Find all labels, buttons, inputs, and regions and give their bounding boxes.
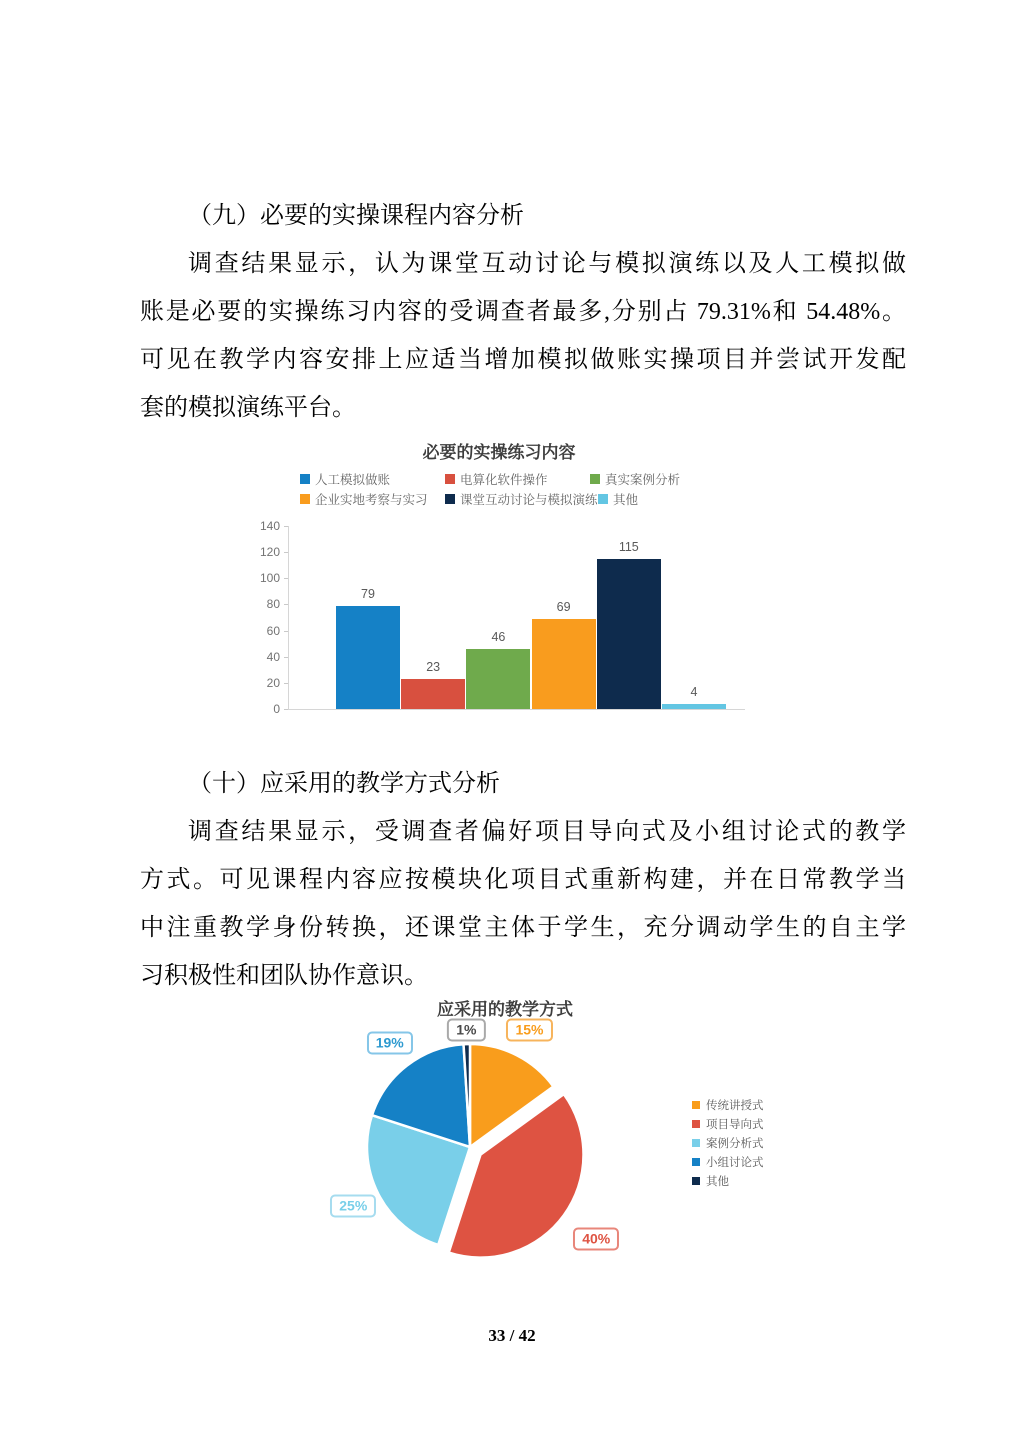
y-axis-tick-mark xyxy=(284,657,288,658)
x-axis-line xyxy=(288,709,745,710)
page-number: 33 / 42 xyxy=(488,1326,536,1345)
pie-legend-item xyxy=(692,1095,764,1114)
paragraph-line: 套的模拟演练平台。 xyxy=(140,395,356,421)
pie-legend-label: 案例分析式 xyxy=(706,1137,764,1150)
y-axis-tick-mark xyxy=(284,552,288,553)
bar-chart-title: 必要的实操练习内容 xyxy=(422,443,576,462)
y-axis-tick-label: 40 xyxy=(266,649,280,664)
y-axis-line xyxy=(288,526,289,709)
paragraph-line: 账是必要的实操练习内容的受调查者最多,分别占 79.31%和 54.48%。 xyxy=(140,299,906,325)
bar-value-label: 69 xyxy=(556,599,571,614)
bar-5 xyxy=(597,559,661,709)
y-axis-tick-label: 100 xyxy=(259,571,280,586)
pie-legend-item xyxy=(692,1152,764,1171)
bar-legend-label: 其他 xyxy=(613,493,639,507)
pie-legend-item xyxy=(692,1114,764,1133)
y-axis-tick-mark xyxy=(284,683,288,684)
pie-percent-label: 15% xyxy=(506,1019,552,1042)
section-9-paragraph xyxy=(140,240,906,432)
section-10-paragraph xyxy=(140,808,906,1000)
section-10-heading: （十）应采用的教学方式分析 xyxy=(188,771,500,797)
pie-percent-label: 40% xyxy=(573,1227,619,1250)
bar-legend-label: 电算化软件操作 xyxy=(460,473,548,487)
pie-legend-label: 传统讲授式 xyxy=(706,1099,764,1112)
bar-value-label: 79 xyxy=(361,586,375,601)
paragraph-line: 可见在教学内容安排上应适当增加模拟做账实操项目并尝试开发配 xyxy=(140,347,906,373)
legend-color-swatch-icon xyxy=(692,1120,700,1128)
pie-percent-label: 25% xyxy=(330,1195,376,1218)
y-axis-tick-mark xyxy=(284,631,288,632)
y-axis-tick-mark xyxy=(284,526,288,527)
y-axis-tick-mark xyxy=(284,604,288,605)
y-axis-tick-label: 80 xyxy=(266,597,280,612)
paragraph-line: 方式。可见课程内容应按模块化项目式重新构建，并在日常教学当 xyxy=(140,867,906,893)
legend-color-swatch-icon xyxy=(692,1158,700,1166)
bar-value-label: 46 xyxy=(491,629,506,644)
bar-legend-label: 企业实地考察与实习 xyxy=(315,493,428,507)
pie-legend-label: 其他 xyxy=(706,1175,729,1188)
pie-chart xyxy=(340,995,810,1280)
y-axis-tick-label: 0 xyxy=(273,702,280,716)
paragraph-line: 调查结果显示，认为课堂互动讨论与模拟演练以及人工模拟做 xyxy=(188,251,906,277)
bar-legend-label: 真实案例分析 xyxy=(605,473,681,487)
y-axis-tick-label: 120 xyxy=(259,545,280,560)
y-axis-tick-mark xyxy=(284,578,288,579)
pie-legend-label: 项目导向式 xyxy=(706,1118,764,1131)
bar-legend-label: 课堂互动讨论与模拟演练 xyxy=(460,493,598,507)
pie-chart-legend xyxy=(692,1095,764,1190)
pie-percent-label: 19% xyxy=(367,1032,413,1055)
bar-chart xyxy=(253,436,745,728)
bar-1 xyxy=(336,606,400,709)
paragraph-line: 中注重教学身份转换，还课堂主体于学生，充分调动学生的自主学 xyxy=(140,915,906,941)
legend-color-swatch-icon xyxy=(692,1101,700,1109)
pie-legend-label: 小组讨论式 xyxy=(706,1156,764,1169)
bar-2 xyxy=(401,679,465,709)
section-9-heading: （九）必要的实操课程内容分析 xyxy=(188,203,524,229)
bar-value-label: 23 xyxy=(426,659,441,674)
paragraph-line: 调查结果显示，受调查者偏好项目导向式及小组讨论式的教学 xyxy=(188,819,906,845)
pie-legend-item xyxy=(692,1133,764,1152)
pie-chart-title: 应采用的教学方式 xyxy=(437,1000,573,1019)
y-axis-tick-mark xyxy=(284,709,288,710)
bar-legend-label: 人工模拟做账 xyxy=(315,473,391,487)
bar-3 xyxy=(466,649,530,709)
y-axis-tick-label: 60 xyxy=(266,623,280,638)
bar-4 xyxy=(532,619,596,709)
paragraph-line: 习积极性和团队协作意识。 xyxy=(140,963,428,989)
y-axis-tick-label: 140 xyxy=(259,519,280,533)
bar-6 xyxy=(662,704,726,709)
bar-value-label: 4 xyxy=(690,684,698,699)
bar-chart-plot xyxy=(253,436,745,728)
legend-color-swatch-icon xyxy=(692,1177,700,1185)
bar-value-label: 115 xyxy=(618,539,639,554)
pie-percent-label: 1% xyxy=(447,1019,485,1042)
legend-color-swatch-icon xyxy=(692,1139,700,1147)
pie-legend-item xyxy=(692,1171,764,1190)
y-axis-tick-label: 20 xyxy=(266,675,280,690)
